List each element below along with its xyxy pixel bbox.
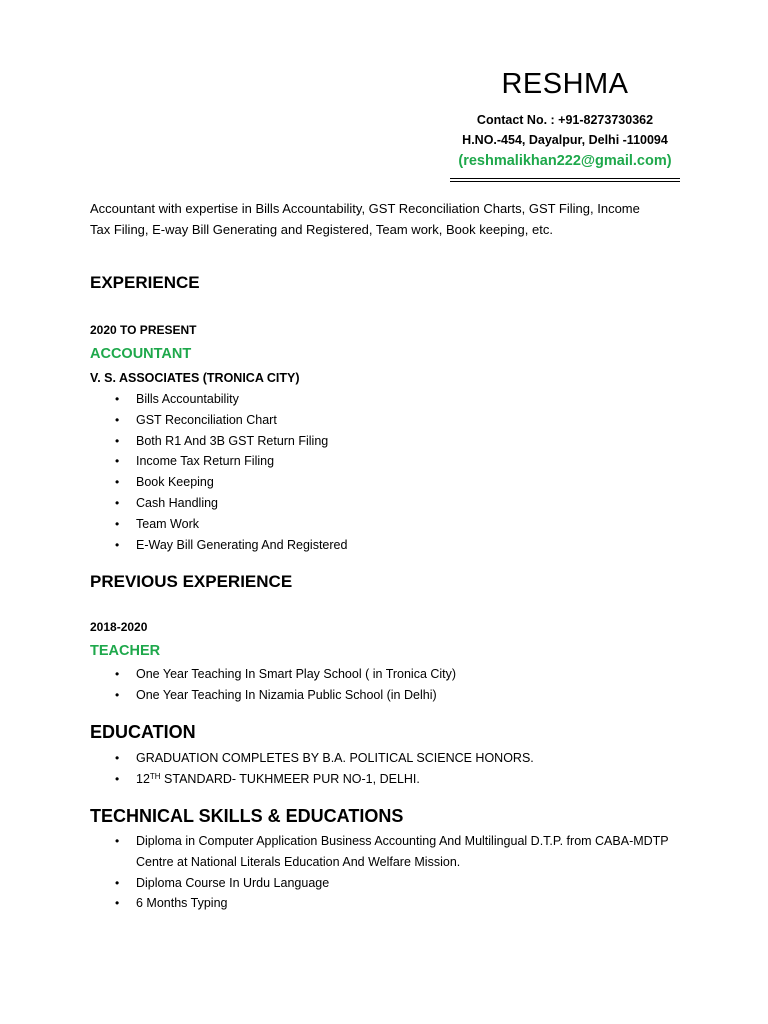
summary — [90, 198, 690, 240]
address: H.NO.-454, Dayalpur, Delhi -110094 — [462, 133, 668, 147]
summary-line: Accountant with expertise in Bills Accountability, GST Reconciliation Charts, GST Filing, Income — [90, 201, 640, 216]
list-item: • Bills Accountability — [90, 389, 690, 410]
experience-duties-list — [90, 389, 690, 555]
list-item: • Cash Handling — [90, 493, 690, 514]
list-item: • One Year Teaching In Nizamia Public School (in Delhi) — [90, 685, 690, 706]
bullet-icon: • — [115, 537, 120, 552]
bullet-icon: • — [115, 392, 120, 406]
list-item: • GST Reconciliation Chart — [90, 410, 690, 431]
experience-company: V. S. ASSOCIATES (TRONICA CITY) — [90, 371, 300, 385]
list-item: • E-Way Bill Generating And Registered — [90, 535, 690, 556]
bullet-icon: • — [115, 433, 120, 448]
bullet-icon: • — [115, 875, 120, 890]
previous-experience-heading: PREVIOUS EXPERIENCE — [90, 572, 293, 591]
list-item: • Team Work — [90, 514, 690, 535]
previous-experience-period: 2018-2020 — [90, 620, 148, 634]
list-item: • Diploma Course In Urdu Language — [90, 873, 690, 894]
experience-role: ACCOUNTANT — [90, 346, 192, 362]
bullet-icon: • — [115, 834, 120, 848]
summary-line: Tax Filing, E-way Bill Generating and Registered, Team work, Book keeping, etc. — [90, 222, 553, 237]
education-list — [90, 748, 690, 790]
technical-skills-heading: TECHNICAL SKILLS & EDUCATIONS — [90, 806, 404, 826]
list-item: • Income Tax Return Filing — [90, 451, 690, 472]
list-item: • GRADUATION COMPLETES BY B.A. POLITICAL SCIENCE HONORS. — [90, 748, 690, 769]
list-item: • One Year Teaching In Smart Play School ( in Tronica City) — [90, 664, 690, 685]
resume-header — [450, 66, 680, 182]
previous-experience-list — [90, 664, 690, 706]
bullet-icon: • — [115, 454, 120, 469]
technical-skills-list — [90, 831, 690, 914]
bullet-icon: • — [115, 495, 120, 510]
list-item: • Book Keeping — [90, 472, 690, 493]
header-divider — [450, 178, 680, 182]
bullet-icon: • — [115, 667, 120, 681]
bullet-icon: • — [115, 516, 120, 531]
bullet-icon: • — [115, 687, 120, 702]
list-item: • Diploma in Computer Application Business Accounting And Multilingual D.T.P. from CABA-MDTP Centre at National Literals Education And Welfare Mission. — [90, 831, 690, 873]
bullet-icon: • — [115, 412, 120, 427]
bullet-icon: • — [115, 896, 120, 911]
bullet-icon: • — [115, 751, 120, 765]
list-item: • 6 Months Typing — [90, 893, 690, 914]
list-item: • Both R1 And 3B GST Return Filing — [90, 431, 690, 452]
candidate-name: RESHMA — [501, 68, 629, 100]
experience-period: 2020 TO PRESENT — [90, 323, 197, 337]
bullet-icon: • — [115, 771, 120, 786]
email-address[interactable]: (reshmalikhan222@gmail.com) — [458, 153, 672, 169]
contact-number: Contact No. : +91-8273730362 — [476, 113, 654, 127]
bullet-icon: • — [115, 475, 120, 490]
education-heading: EDUCATION — [90, 722, 196, 742]
experience-heading: EXPERIENCE — [90, 273, 200, 292]
previous-experience-role: TEACHER — [90, 643, 161, 659]
list-item: • 12TH STANDARD- TUKHMEER PUR NO-1, DELHI. — [90, 769, 690, 790]
